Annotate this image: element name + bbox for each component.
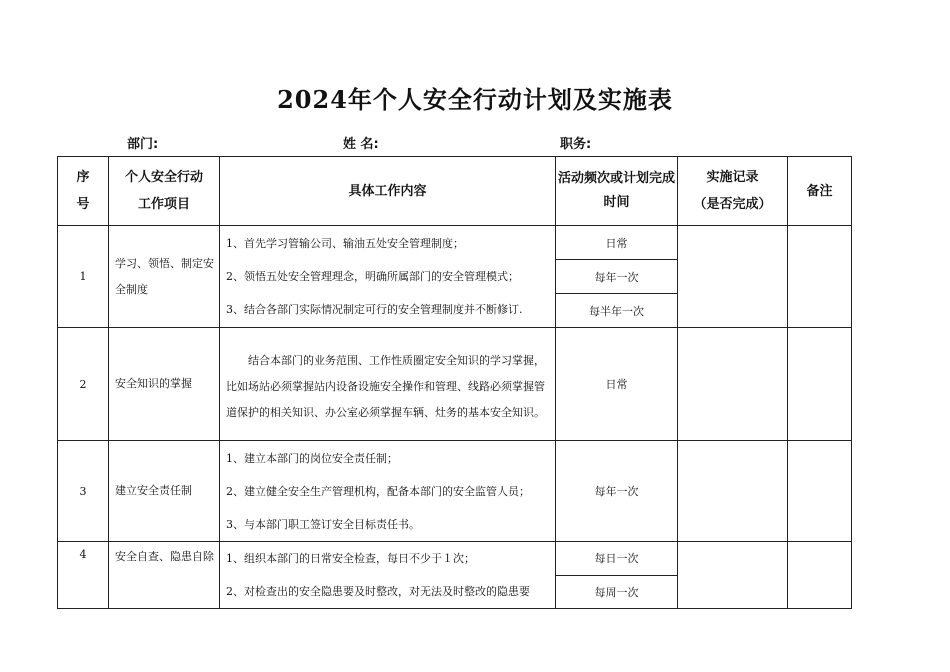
row-content: 1、组织本部门的日常安全检查，每日不少于１次； 2、对检查出的安全隐患要及时整改，对无法及时整改的隐患要: [220, 542, 556, 609]
header-seq: 序 号: [58, 157, 109, 226]
page-title: 2024年个人安全行动计划及实施表: [277, 85, 673, 114]
header-note: 备注: [788, 157, 852, 226]
row-frequency: 每日一次 每周一次: [556, 542, 678, 609]
row-project: 安全知识的掌握: [109, 328, 220, 441]
row-seq: 4: [58, 542, 109, 609]
row-project: 安全自查、隐患自除: [109, 542, 220, 609]
row-content: 结合本部门的业务范围、工作性质圈定安全知识的学习掌握，比如场站必须掌握站内设备设施安全操作和管理、线路必须掌握管道保护的相关知识、办公室必须掌握车辆、灶务的基本安全知识。: [220, 328, 556, 441]
row-seq: 2: [58, 328, 109, 441]
row-record: [678, 542, 788, 609]
department-label: 部门:: [127, 137, 159, 152]
row-record: [678, 226, 788, 328]
row-record: [678, 328, 788, 441]
row-seq: 3: [58, 441, 109, 542]
header-record: 实施记录 （是否完成）: [678, 157, 788, 226]
row-frequency: 每年一次: [556, 441, 678, 542]
table-row: [58, 226, 852, 328]
position-label: 职务:: [560, 137, 592, 152]
header-row: [58, 157, 852, 226]
name-label: 姓 名:: [343, 137, 379, 152]
row-seq: 1: [58, 226, 109, 328]
table-row: [58, 328, 852, 441]
header-content: 具体工作内容: [220, 157, 556, 226]
row-record: [678, 441, 788, 542]
table-row: [58, 441, 852, 542]
header-project: 个人安全行动 工作项目: [109, 157, 220, 226]
row-project: 学习、领悟、制定安全制度: [109, 226, 220, 328]
row-note: [788, 328, 852, 441]
row-project: 建立安全责任制: [109, 441, 220, 542]
row-note: [788, 542, 852, 609]
row-content: 1、首先学习管输公司、输油五处安全管理制度； 2、领悟五处安全管理理念，明确所属部门的安全管理模式； 3、结合各部门实际情况制定可行的安全管理制度并不断修订.: [220, 226, 556, 328]
table-row: [58, 542, 852, 609]
row-content: 1、建立本部门的岗位安全责任制； 2、建立健全安全生产管理机构，配备本部门的安全监管人员； 3、与本部门职工签订安全目标责任书。: [220, 441, 556, 542]
row-frequency: 日常: [556, 328, 678, 441]
header-frequency: 活动频次或计划完成 时间: [556, 157, 678, 226]
row-note: [788, 441, 852, 542]
row-note: [788, 226, 852, 328]
action-plan-table: [57, 156, 852, 609]
row-frequency: 日常 每年一次 每半年一次: [556, 226, 678, 328]
